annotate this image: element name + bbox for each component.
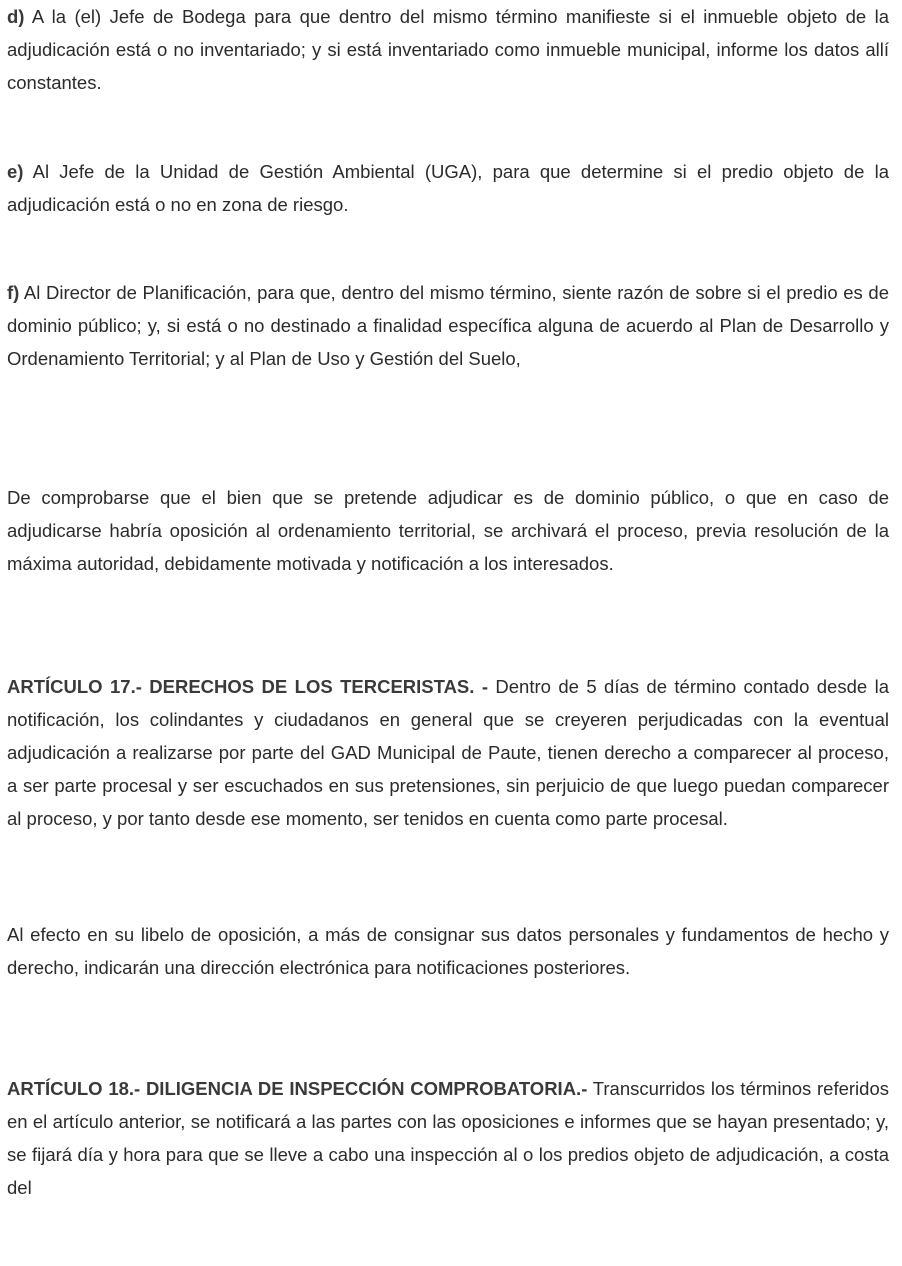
paragraph-text: A la (el) Jefe de Bodega para que dentro del mismo término manifieste si el inmueble objeto de la adjudicación está o no inventariado; y si está inventariado como inmueble municipal, informe los datos allí constantes. xyxy=(7,6,889,93)
paragraph-e xyxy=(7,155,889,221)
article-18 xyxy=(7,1072,889,1204)
list-marker: f) xyxy=(7,282,20,303)
article-heading: ARTÍCULO 18.- DILIGENCIA DE INSPECCIÓN COMPROBATORIA.- xyxy=(7,1078,588,1099)
article-heading: ARTÍCULO 17.- DERECHOS DE LOS TERCERISTAS. - xyxy=(7,676,488,697)
paragraph-text: Al efecto en su libelo de oposición, a más de consignar sus datos personales y fundamentos de hecho y derecho, indicarán una dirección electrónica para notificaciones posteriores. xyxy=(7,924,889,978)
list-marker: d) xyxy=(7,6,25,27)
paragraph-text: De comprobarse que el bien que se pretende adjudicar es de dominio público, o que en caso de adjudicarse habría oposición al ordenamiento territorial, se archivará el proceso, previa resolución de la máxima autoridad, debidamente motivada y notificación a los interesados. xyxy=(7,487,889,574)
paragraph-dominio-publico xyxy=(7,481,889,580)
paragraph-f xyxy=(7,276,889,375)
paragraph-text: Transcurridos los términos referidos en el artículo anterior, se notificará a las partes con las oposiciones e informes que se hayan presentado; y, se fijará día y hora para que se lleve a cabo una inspección al o los predios objeto de adjudicación, a costa del xyxy=(7,1078,889,1198)
paragraph-text: Dentro de 5 días de término contado desde la notificación, los colindantes y ciudadanos en general que se creyeren perjudicadas con la eventual adjudicación a realizarse por parte del GAD Municipal de Paute, tienen derecho a comparecer al proceso, a ser parte procesal y ser escuchados en sus pretensiones, sin perjuicio de que luego puedan comparecer al proceso, y por tanto desde ese momento, ser tenidos en cuenta como parte procesal. xyxy=(7,676,889,829)
article-17 xyxy=(7,670,889,835)
paragraph-d xyxy=(7,0,889,99)
list-marker: e) xyxy=(7,161,24,182)
paragraph-text: Al Director de Planificación, para que, dentro del mismo término, siente razón de sobre si el predio es de dominio público; y, si está o no destinado a finalidad específica alguna de acuerdo al Plan de Desarrollo y Ordenamiento Territorial; y al Plan de Uso y Gestión del Suelo, xyxy=(7,282,889,369)
paragraph-libelo-oposicion xyxy=(7,918,889,984)
paragraph-text: Al Jefe de la Unidad de Gestión Ambiental (UGA), para que determine si el predio objeto de la adjudicación está o no en zona de riesgo. xyxy=(7,161,889,215)
